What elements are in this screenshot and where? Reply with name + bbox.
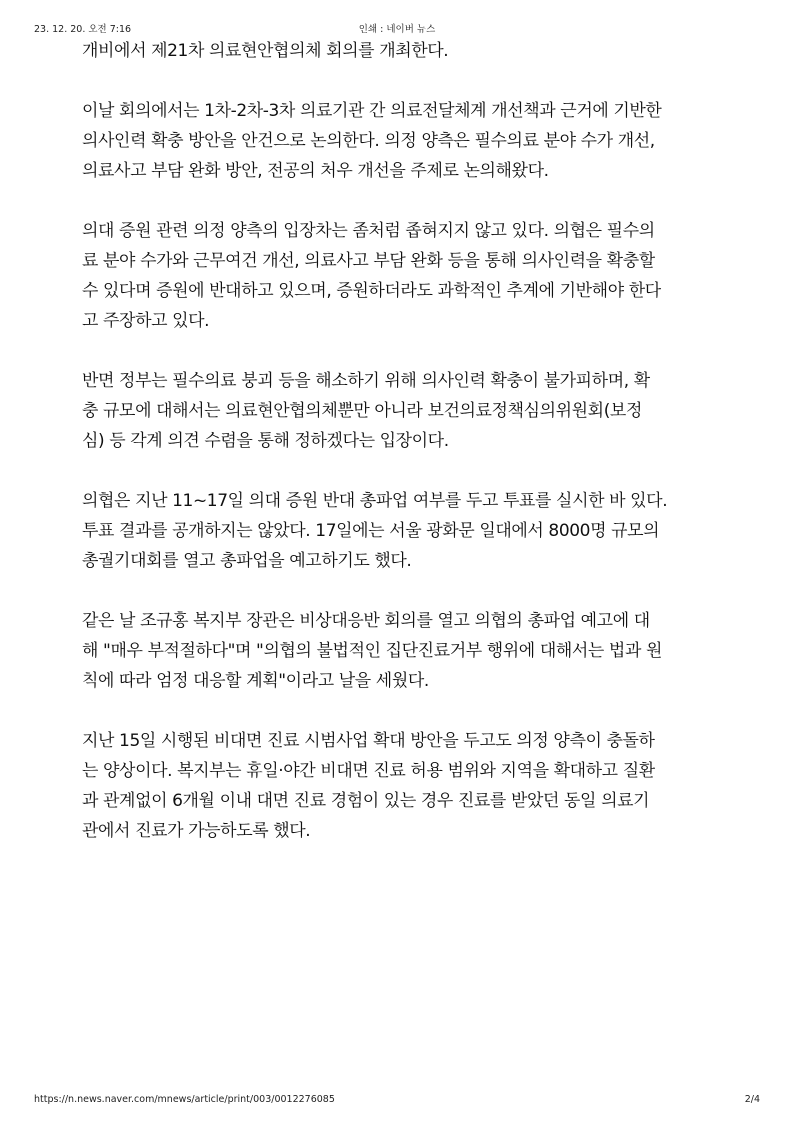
text-line: 충 규모에 대해서는 의료현안협의체뿐만 아니라 보건의료정책심의위원회(보정 [82,401,642,421]
text-line: 투표 결과를 공개하지는 않았다. 17일에는 서울 광화문 일대에서 8000명 규모의 [82,521,660,541]
article-body [82,36,722,876]
text-line: 료 분야 수가와 근무여건 개선, 의료사고 부담 완화 등을 통해 의사인력을 확충할 [82,251,655,271]
text-line: 칙에 따라 엄정 대응할 계획"이라고 날을 세웠다. [82,671,429,691]
text-line: 반면 정부는 필수의료 붕괴 등을 해소하기 위해 의사인력 확충이 불가피하며, 확 [82,371,650,391]
print-title: 인쇄 : 네이버 뉴스 [358,24,436,35]
article-paragraph-6 [82,606,722,696]
text-line: 해 "매우 부적절하다"며 "의협의 불법적인 집단진료거부 행위에 대해서는 법과 원 [82,641,662,661]
article-paragraph-2 [82,96,722,186]
text-line: 이날 회의에서는 1차-2차-3차 의료기관 간 의료전달체계 개선책과 근거에 기반한 [82,101,662,121]
page-number: 2/4 [744,1094,760,1105]
article-paragraph-4 [82,366,722,456]
text-line: 심) 등 각계 의견 수렴을 통해 정하겠다는 입장이다. [82,431,449,451]
text-line: 과 관계없이 6개월 이내 대면 진료 경험이 있는 경우 진료를 받았던 동일 의료기 [82,791,650,811]
text-line: 의협은 지난 11~17일 의대 증원 반대 총파업 여부를 두고 투표를 실시한 바 있다. [82,491,668,511]
text-line: 의사인력 확충 방안을 안건으로 논의한다. 의정 양측은 필수의료 분야 수가 개선, [82,131,655,151]
text-line: 수 있다며 증원에 반대하고 있으며, 증원하더라도 과학적인 추계에 기반해야 한다 [82,281,661,301]
article-paragraph-1 [82,36,722,66]
article-paragraph-3 [82,216,722,336]
text-line: 고 주장하고 있다. [82,311,210,331]
text-line: 의대 증원 관련 의정 양측의 입장차는 좀처럼 좁혀지지 않고 있다. 의협은 필수의 [82,221,655,241]
text-line: 관에서 진료가 가능하도록 했다. [82,821,311,841]
text-line: 개비에서 제21차 의료현안협의체 회의를 개최한다. [82,41,449,61]
text-line: 의료사고 부담 완화 방안, 전공의 처우 개선을 주제로 논의해왔다. [82,161,549,181]
print-datetime: 23. 12. 20. 오전 7:16 [34,24,132,35]
text-line: 같은 날 조규홍 복지부 장관은 비상대응반 회의를 열고 의협의 총파업 예고에 대 [82,611,650,631]
article-paragraph-7 [82,726,722,846]
text-line: 지난 15일 시행된 비대면 진료 시범사업 확대 방안을 두고도 의정 양측이 충돌하 [82,731,655,751]
text-line: 총궐기대회를 열고 총파업을 예고하기도 했다. [82,551,412,571]
text-line: 는 양상이다. 복지부는 휴일·야간 비대면 진료 허용 범위와 지역을 확대하고 질환 [82,761,655,781]
article-url: https://n.news.naver.com/mnews/article/print/003/0012276085 [34,1094,335,1105]
article-paragraph-5 [82,486,722,576]
